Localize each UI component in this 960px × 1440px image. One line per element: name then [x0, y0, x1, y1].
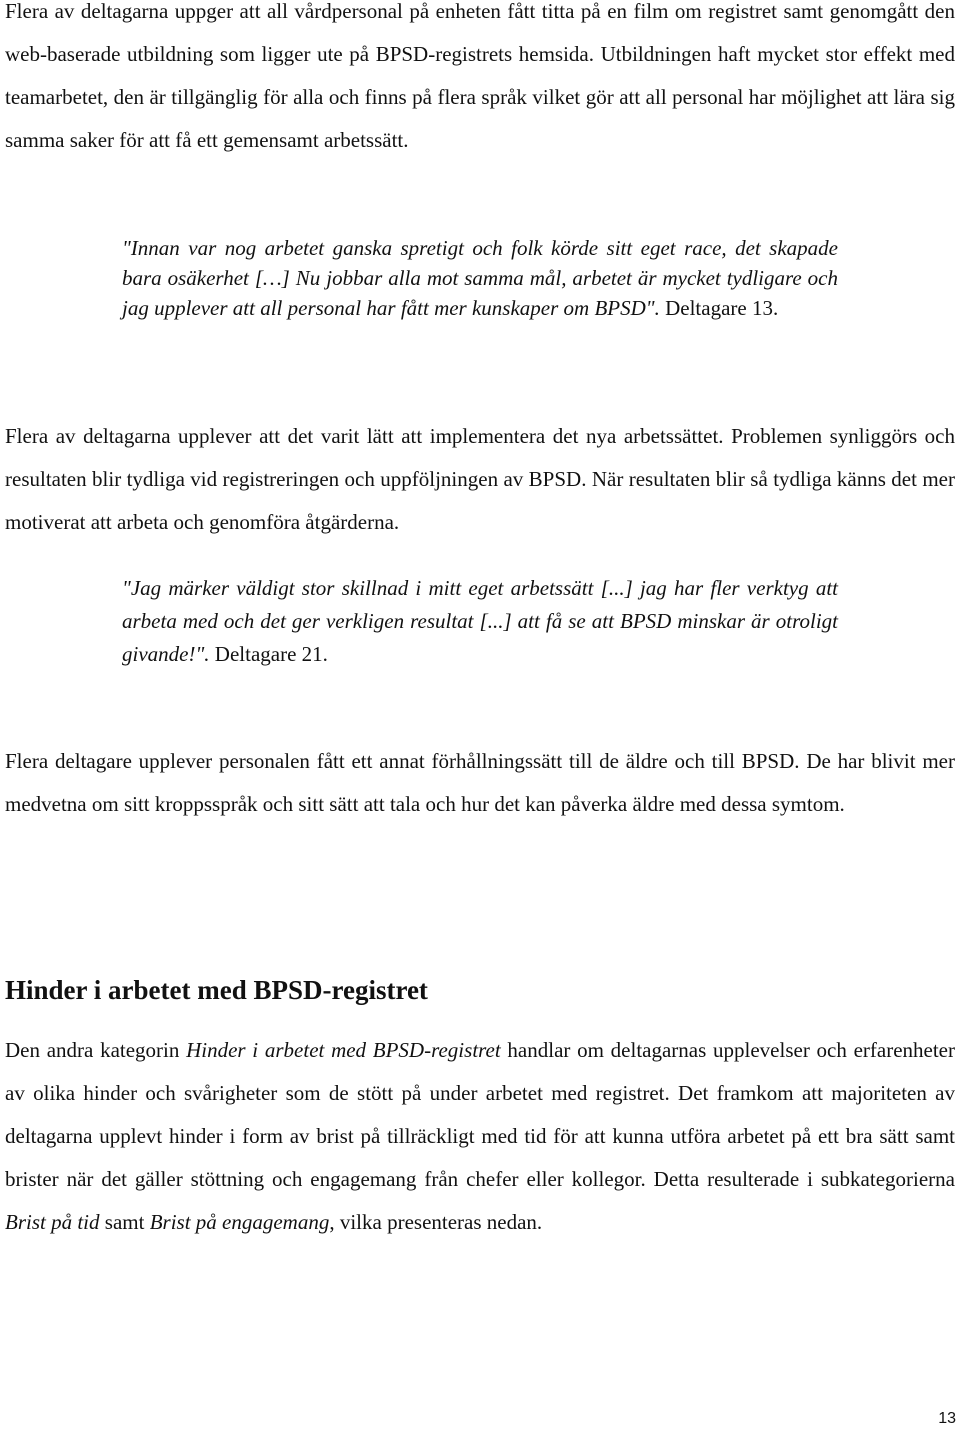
paragraph-approach: Flera deltagare upplever personalen fått ett annat förhållningssätt till de äldre och till BPSD. De har blivit mer medvetna om sitt kroppsspråk och sitt sätt att tala och hur det kan påverka äldre med dessa symtom.: [5, 749, 955, 816]
category-name: Hinder i arbetet med BPSD-registret: [186, 1038, 501, 1062]
quote-source: Deltagare 13.: [659, 296, 779, 320]
paragraph-obstacles: [5, 1029, 955, 1244]
text-run: samt: [99, 1210, 150, 1234]
quote-participant-13: [122, 233, 838, 323]
quote-participant-21: [122, 572, 838, 671]
paragraph-intro: Flera av deltagarna uppger att all vårdpersonal på enheten fått titta på en film om registret samt genomgått den web-baserade utbildning som ligger ute på BPSD-registrets hemsida. Utbildningen haft mycket stor effekt med teamarbetet, den är tillgänglig för alla och finns på flera språk vilket gör att all personal har möjlighet att lära sig samma saker för att få ett gemensamt arbetssätt.: [5, 0, 955, 152]
paragraph-implementation: Flera av deltagarna upplever att det varit lätt att implementera det nya arbetssättet. Problemen synliggörs och resultaten blir tydliga vid registreringen och uppföljningen av BPSD. När resultaten blir så tydliga känns det mer motiverat att arbeta och genomföra åtgärderna.: [5, 424, 955, 534]
subcategory-engagement: Brist på engagemang: [149, 1210, 330, 1234]
quote-text: "Innan var nog arbetet ganska spretigt och folk körde sitt eget race, det skapade bara osäkerhet […] Nu jobbar alla mot samma mål, arbetet är mycket tydligare och jag upplever att all personal har fått mer kunskaper om BPSD".: [122, 236, 838, 320]
quote-text: "Jag märker väldigt stor skillnad i mitt eget arbetssätt [...] jag har fler verktyg att arbeta med och det ger verkligen resultat [...] att få se att BPSD minskar är otroligt givande!".: [122, 576, 838, 666]
subcategory-time: Brist på tid: [5, 1210, 100, 1234]
quote-source: Deltagare 21.: [209, 642, 328, 666]
page-number: 13: [938, 1410, 956, 1427]
text-run: handlar om deltagarnas upplevelser och erfarenheter av olika hinder och svårigheter som de stött på under arbetet med registret. Det framkom att majoriteten av deltagarna upplevt hinder i form av brist på tillräckligt med tid för att kunna utföra arbetet på ett bra sätt samt brister när det gäller stöttning och engagemang från chefer eller kollegor. Detta resulterade i subkategorierna: [5, 1038, 955, 1191]
text-run: Den andra kategorin: [5, 1038, 187, 1062]
text-run: , vilka presenteras nedan.: [329, 1210, 543, 1234]
section-heading: Hinder i arbetet med BPSD-registret: [5, 975, 428, 1005]
